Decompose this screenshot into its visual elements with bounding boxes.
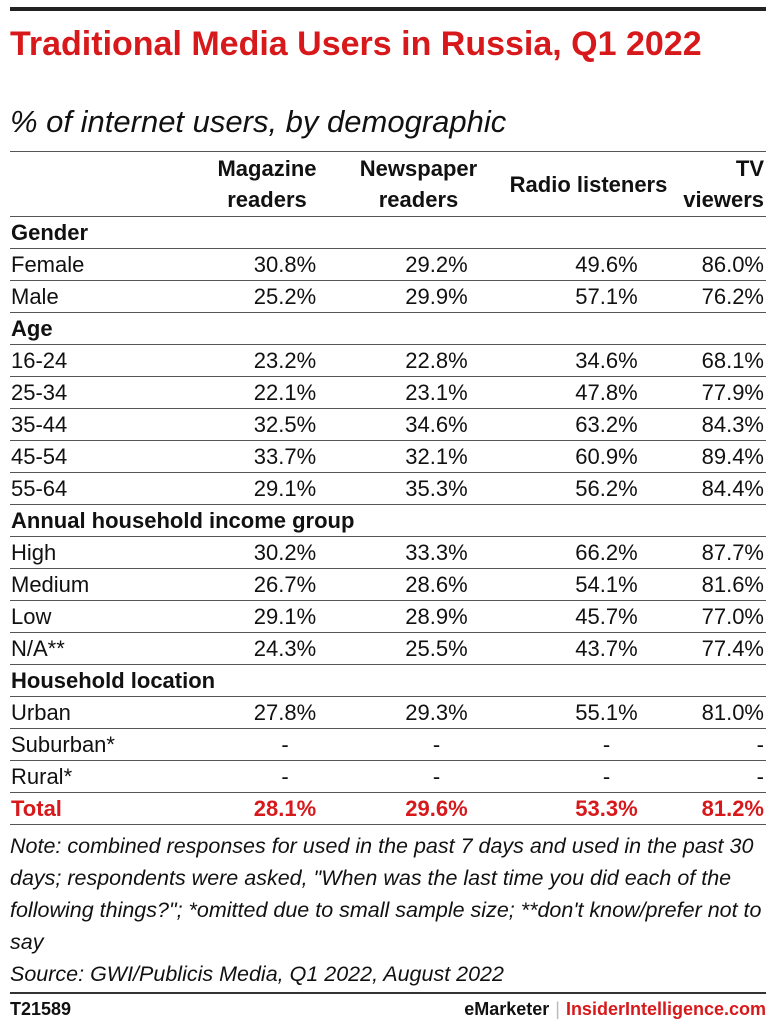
value-cell: 34.6% bbox=[332, 409, 507, 441]
value-cell: 81.0% bbox=[672, 697, 766, 729]
table-row bbox=[10, 601, 766, 633]
value-cell: - bbox=[672, 761, 766, 793]
value-cell: 22.8% bbox=[332, 345, 507, 377]
table-row bbox=[10, 569, 766, 601]
table-row bbox=[10, 633, 766, 665]
table-body bbox=[10, 217, 766, 825]
table-row bbox=[10, 409, 766, 441]
value-cell: 53.3% bbox=[507, 793, 672, 825]
table-row bbox=[10, 249, 766, 281]
row-label: Male bbox=[10, 281, 204, 313]
footer-brand bbox=[464, 996, 766, 1022]
value-cell: 32.1% bbox=[332, 441, 507, 473]
value-cell: 29.1% bbox=[204, 473, 332, 505]
row-label: 25-34 bbox=[10, 377, 204, 409]
row-label: 55-64 bbox=[10, 473, 204, 505]
chart-subtitle: % of internet users, by demographic bbox=[10, 104, 507, 139]
value-cell: 35.3% bbox=[332, 473, 507, 505]
note-text: Note: combined responses for used in the past 7 days and used in the past 30 days; respondents were asked, "When was the last time you did each of the following things?"; *omitted due to small sample size; **don't know/prefer not to say bbox=[10, 834, 762, 954]
value-cell: 63.2% bbox=[507, 409, 672, 441]
value-cell: 30.8% bbox=[204, 249, 332, 281]
total-row bbox=[10, 793, 766, 825]
group-label: Age bbox=[10, 313, 766, 345]
value-cell: 28.9% bbox=[332, 601, 507, 633]
table-row bbox=[10, 537, 766, 569]
row-label: Total bbox=[10, 793, 204, 825]
value-cell: 81.6% bbox=[672, 569, 766, 601]
table-row bbox=[10, 281, 766, 313]
value-cell: 28.1% bbox=[204, 793, 332, 825]
value-cell: - bbox=[507, 729, 672, 761]
value-cell: 86.0% bbox=[672, 249, 766, 281]
corner-cell bbox=[10, 152, 204, 217]
group-row bbox=[10, 217, 766, 249]
row-label: Rural* bbox=[10, 761, 204, 793]
value-cell: 23.1% bbox=[332, 377, 507, 409]
value-cell: 77.4% bbox=[672, 633, 766, 665]
value-cell: 68.1% bbox=[672, 345, 766, 377]
table-row bbox=[10, 377, 766, 409]
row-label: 16-24 bbox=[10, 345, 204, 377]
value-cell: 56.2% bbox=[507, 473, 672, 505]
value-cell: - bbox=[507, 761, 672, 793]
value-cell: 57.1% bbox=[507, 281, 672, 313]
table-row bbox=[10, 729, 766, 761]
value-cell: 23.2% bbox=[204, 345, 332, 377]
table-row bbox=[10, 761, 766, 793]
group-label: Gender bbox=[10, 217, 766, 249]
value-cell: 89.4% bbox=[672, 441, 766, 473]
group-label: Annual household income group bbox=[10, 505, 766, 537]
footer-rule bbox=[10, 992, 766, 994]
value-cell: 33.3% bbox=[332, 537, 507, 569]
value-cell: 29.9% bbox=[332, 281, 507, 313]
value-cell: 77.0% bbox=[672, 601, 766, 633]
brand-emarketer: eMarketer bbox=[464, 999, 550, 1019]
value-cell: 29.3% bbox=[332, 697, 507, 729]
chart-title: Traditional Media Users in Russia, Q1 2022 bbox=[10, 25, 702, 63]
row-label: 45-54 bbox=[10, 441, 204, 473]
value-cell: 22.1% bbox=[204, 377, 332, 409]
value-cell: 60.9% bbox=[507, 441, 672, 473]
row-label: Female bbox=[10, 249, 204, 281]
row-label: Urban bbox=[10, 697, 204, 729]
group-row bbox=[10, 313, 766, 345]
value-cell: 45.7% bbox=[507, 601, 672, 633]
brand-separator: | bbox=[555, 999, 560, 1019]
value-cell: - bbox=[672, 729, 766, 761]
value-cell: 84.4% bbox=[672, 473, 766, 505]
value-cell: 33.7% bbox=[204, 441, 332, 473]
value-cell: 54.1% bbox=[507, 569, 672, 601]
value-cell: - bbox=[204, 761, 332, 793]
header-row bbox=[10, 152, 766, 217]
group-label: Household location bbox=[10, 665, 766, 697]
row-label: 35-44 bbox=[10, 409, 204, 441]
value-cell: 32.5% bbox=[204, 409, 332, 441]
value-cell: 26.7% bbox=[204, 569, 332, 601]
value-cell: - bbox=[332, 761, 507, 793]
column-header-tv: TV viewers bbox=[672, 152, 766, 217]
top-rule bbox=[10, 7, 766, 11]
value-cell: 66.2% bbox=[507, 537, 672, 569]
table-row bbox=[10, 697, 766, 729]
value-cell: 29.2% bbox=[332, 249, 507, 281]
group-row bbox=[10, 505, 766, 537]
value-cell: 29.1% bbox=[204, 601, 332, 633]
row-label: Low bbox=[10, 601, 204, 633]
brand-insiderintelligence: InsiderIntelligence.com bbox=[565, 999, 766, 1019]
table-row bbox=[10, 441, 766, 473]
value-cell: 28.6% bbox=[332, 569, 507, 601]
column-header-newspaper: Newspaper readers bbox=[332, 152, 507, 217]
value-cell: 25.2% bbox=[204, 281, 332, 313]
value-cell: 25.5% bbox=[332, 633, 507, 665]
value-cell: - bbox=[204, 729, 332, 761]
data-table bbox=[10, 152, 766, 825]
row-label: Medium bbox=[10, 569, 204, 601]
table-row bbox=[10, 473, 766, 505]
value-cell: 34.6% bbox=[507, 345, 672, 377]
value-cell: - bbox=[332, 729, 507, 761]
value-cell: 55.1% bbox=[507, 697, 672, 729]
column-header-magazine: Magazine readers bbox=[204, 152, 332, 217]
value-cell: 81.2% bbox=[672, 793, 766, 825]
table-row bbox=[10, 345, 766, 377]
row-label: Suburban* bbox=[10, 729, 204, 761]
value-cell: 77.9% bbox=[672, 377, 766, 409]
value-cell: 47.8% bbox=[507, 377, 672, 409]
chart-id: T21589 bbox=[10, 999, 72, 1019]
value-cell: 84.3% bbox=[672, 409, 766, 441]
source-text: Source: GWI/Publicis Media, Q1 2022, August 2022 bbox=[10, 962, 504, 986]
row-label: High bbox=[10, 537, 204, 569]
value-cell: 49.6% bbox=[507, 249, 672, 281]
value-cell: 43.7% bbox=[507, 633, 672, 665]
value-cell: 76.2% bbox=[672, 281, 766, 313]
row-label: N/A** bbox=[10, 633, 204, 665]
group-row bbox=[10, 665, 766, 697]
column-header-radio: Radio listeners bbox=[507, 152, 672, 217]
value-cell: 24.3% bbox=[204, 633, 332, 665]
value-cell: 30.2% bbox=[204, 537, 332, 569]
value-cell: 29.6% bbox=[332, 793, 507, 825]
value-cell: 27.8% bbox=[204, 697, 332, 729]
value-cell: 87.7% bbox=[672, 537, 766, 569]
notes-block bbox=[10, 830, 766, 990]
